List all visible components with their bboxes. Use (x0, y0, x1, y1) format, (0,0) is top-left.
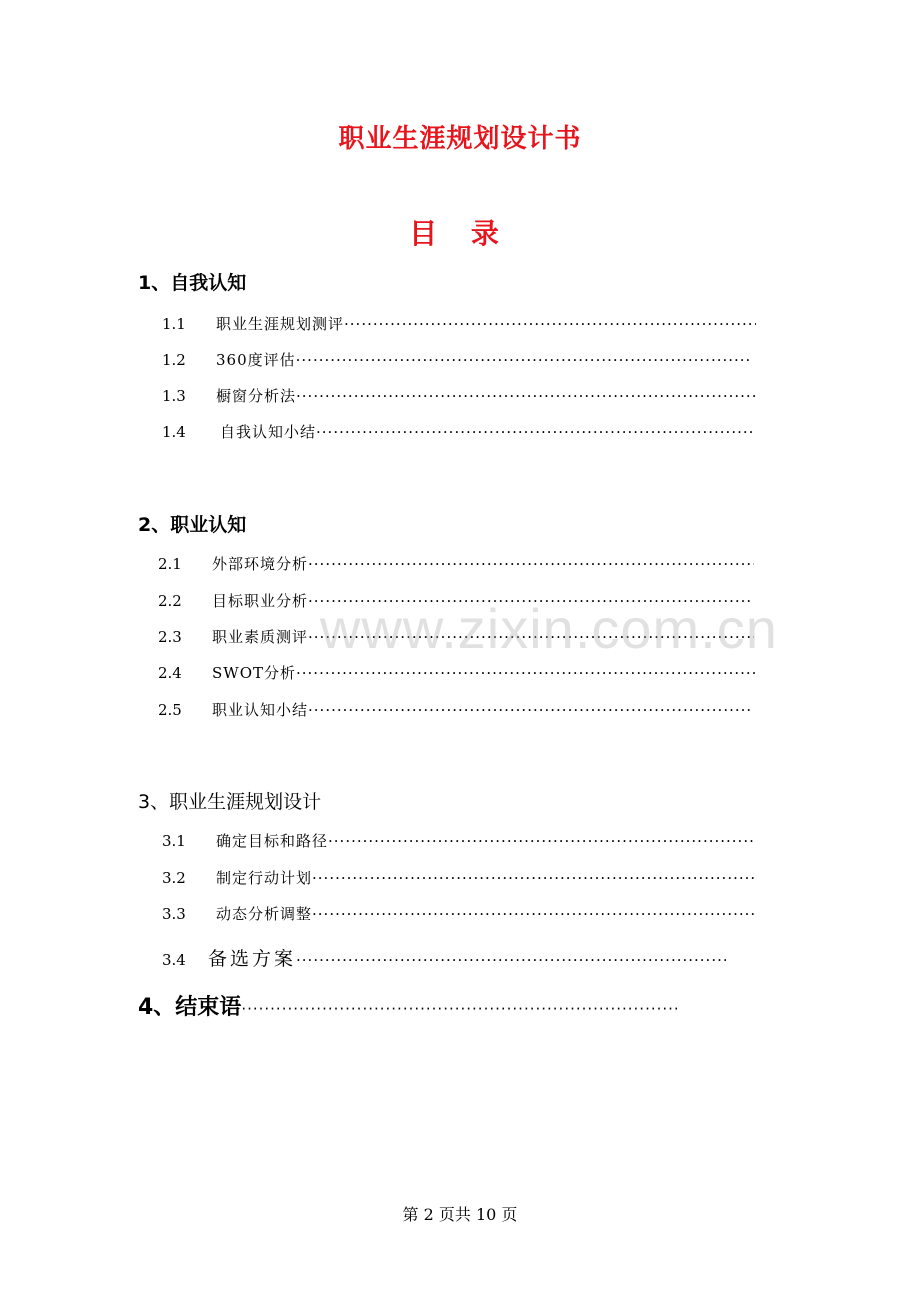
entry-number: 3.1 (162, 832, 186, 850)
toc-entry[interactable] (158, 662, 758, 683)
document-title: 职业生涯规划设计书 (338, 124, 582, 154)
dot-leader (344, 315, 756, 333)
dot-leader (316, 423, 754, 441)
toc-entry[interactable] (162, 385, 756, 406)
dot-leader (296, 664, 758, 682)
entry-number: 1.4 (162, 423, 186, 441)
toc-entry[interactable] (158, 553, 754, 574)
entry-number: 3.3 (162, 905, 186, 923)
entry-number: 1.3 (162, 387, 186, 405)
section-heading-1: 1、自我认知 (138, 272, 247, 294)
toc-entry[interactable] (162, 867, 756, 888)
entry-label: 橱窗分析法 (216, 387, 297, 405)
watermark: www.zixin.com.cn (320, 597, 778, 660)
toc-entry[interactable] (162, 903, 756, 924)
entry-number: 2.5 (158, 701, 182, 719)
entry-label: 职业认知小结 (212, 701, 309, 719)
entry-label: 确定目标和路径 (216, 832, 329, 850)
toc-entry[interactable] (162, 830, 756, 851)
section-heading-2: 2、职业认知 (138, 514, 247, 536)
entry-number: 2.1 (158, 555, 182, 573)
dot-leader (296, 951, 726, 969)
dot-leader (296, 351, 752, 369)
entry-label: 职业生涯规划测评 (216, 315, 345, 333)
entry-label: 制定行动计划 (216, 869, 313, 887)
entry-label: 外部环境分析 (212, 555, 309, 573)
section-heading-label: 4、结束语 (138, 995, 242, 1020)
entry-label: 动态分析调整 (216, 905, 313, 923)
toc-entry[interactable] (158, 699, 750, 720)
dot-leader (241, 1000, 678, 1018)
entry-label: 目标职业分析 (212, 592, 309, 610)
dot-leader (328, 832, 756, 850)
entry-number: 1.2 (162, 351, 186, 369)
entry-number: 2.3 (158, 628, 182, 646)
dot-leader (308, 701, 750, 719)
dot-leader (312, 905, 756, 923)
dot-leader (312, 869, 756, 887)
section-heading-3: 3、职业生涯规划设计 (138, 791, 322, 813)
section-heading-4[interactable] (138, 990, 678, 1021)
entry-number: 3.4 (162, 951, 186, 969)
page-footer: 第 2 页共 10 页 (402, 1205, 518, 1224)
entry-number: 2.4 (158, 664, 182, 682)
toc-heading: 目 录 (409, 217, 511, 250)
dot-leader (308, 555, 754, 573)
entry-label: 备选方案 (208, 948, 297, 970)
entry-number: 3.2 (162, 869, 186, 887)
toc-entry[interactable] (162, 349, 752, 370)
dot-leader (296, 387, 756, 405)
entry-label: 自我认知小结 (220, 423, 317, 441)
entry-label: 职业素质测评 (212, 628, 309, 646)
entry-label: 360度评估 (216, 351, 296, 369)
toc-entry[interactable] (162, 313, 756, 334)
toc-entry[interactable] (162, 944, 726, 971)
entry-number: 1.1 (162, 315, 186, 333)
toc-entry[interactable] (162, 421, 754, 442)
entry-label: SWOT分析 (212, 664, 296, 682)
entry-number: 2.2 (158, 592, 182, 610)
